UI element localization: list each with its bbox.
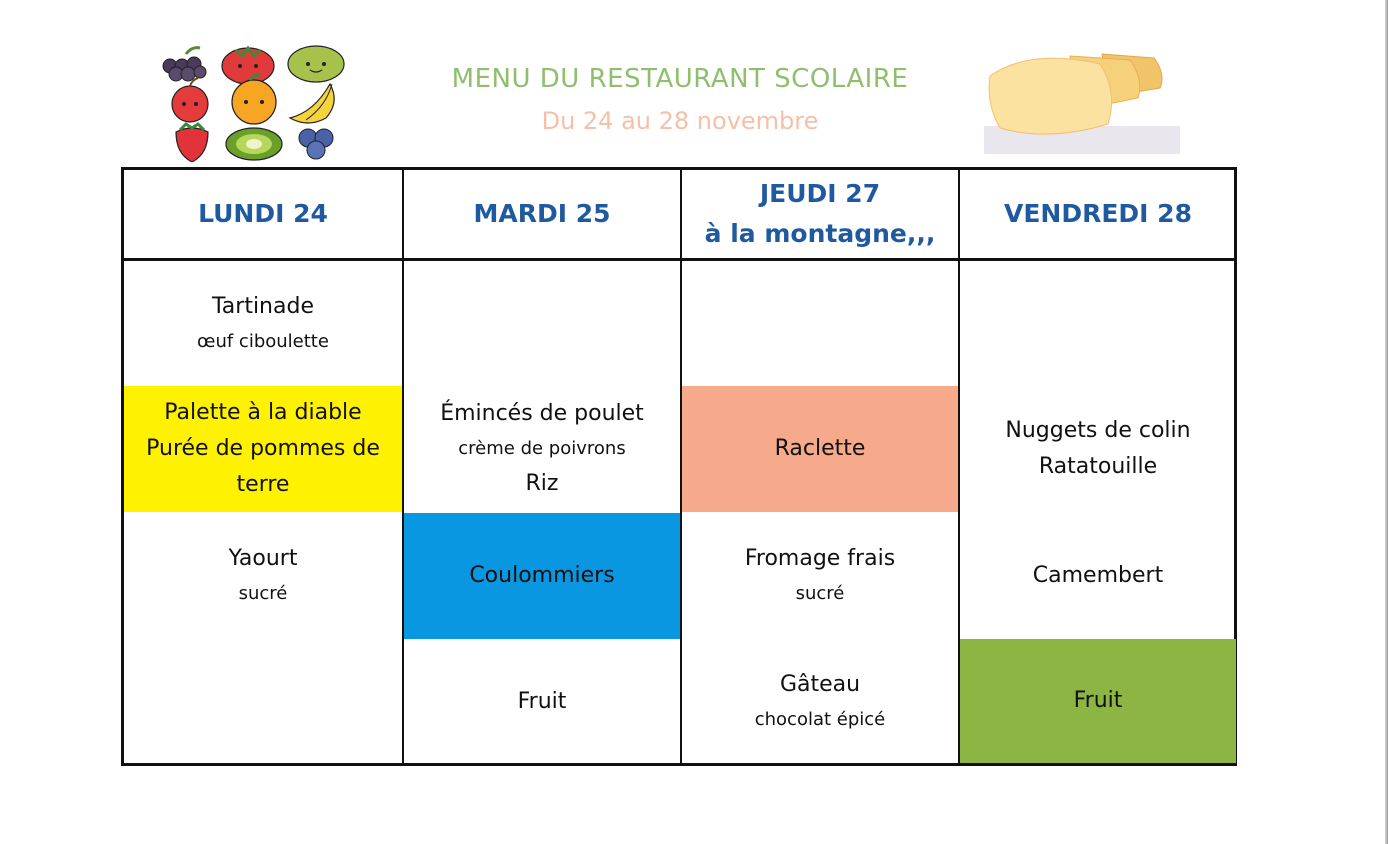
dairy-cell (124, 513, 402, 639)
dessert-name: Fruit (517, 689, 567, 714)
date-range-subtitle: Du 24 au 28 novembre (541, 107, 819, 135)
day-name: LUNDI 24 (198, 199, 328, 228)
page-title: MENU DU RESTAURANT SCOLAIRE (451, 64, 909, 94)
main-course-line: Palette à la diable (164, 400, 362, 425)
dessert-name: Gâteau (779, 672, 861, 697)
dairy-detail: sucré (238, 583, 288, 604)
main-course-side: Riz (525, 471, 559, 496)
main-course-line: Nuggets de colin (1005, 418, 1191, 443)
strawberry-icon (176, 124, 208, 162)
starter-name: Tartinade (212, 294, 314, 319)
dairy-name: Fromage frais (744, 546, 896, 571)
dessert-name: Fruit (1073, 688, 1123, 713)
starter-detail: œuf ciboulette (197, 331, 329, 352)
day-column-vendredi (958, 170, 1236, 763)
dairy-cell (960, 513, 1236, 639)
starter-cell (960, 261, 1236, 387)
fruits-illustration (156, 40, 352, 162)
starter-cell (682, 261, 958, 387)
day-header (960, 170, 1236, 261)
day-note: à la montagne,,, (704, 219, 936, 248)
main-course-line: terre (236, 472, 290, 497)
dairy-name: Coulommiers (469, 563, 615, 588)
dessert-cell (404, 639, 680, 765)
main-course-cell (682, 386, 958, 512)
day-name: VENDREDI 28 (1004, 199, 1192, 228)
starter-cell (124, 261, 402, 387)
grapes-icon (163, 48, 206, 81)
apple-icon (172, 78, 208, 122)
dairy-cell (682, 513, 958, 639)
dairy-name: Camembert (1032, 563, 1164, 588)
main-course-line: Purée de pommes de (146, 436, 380, 461)
day-name: JEUDI 27 (759, 179, 881, 208)
day-column-mardi (402, 170, 680, 763)
blueberries-icon (299, 129, 333, 159)
day-name: MARDI 25 (473, 199, 611, 228)
dairy-name: Yaourt (228, 546, 298, 571)
main-course-detail: crème de poivrons (458, 438, 626, 459)
day-header (124, 170, 402, 261)
main-course-line: Ratatouille (1038, 454, 1158, 479)
day-header (404, 170, 680, 261)
dessert-detail: chocolat épicé (754, 709, 886, 730)
dairy-detail: sucré (795, 583, 845, 604)
dairy-cell (404, 513, 680, 639)
day-column-jeudi (680, 170, 958, 763)
dessert-cell (124, 639, 402, 765)
tomato-icon (222, 48, 274, 84)
kiwi-icon (226, 128, 282, 160)
main-course-line: Émincés de poulet (440, 401, 644, 426)
cheese-illustration (984, 46, 1180, 154)
lime-icon (288, 46, 344, 82)
dessert-cell (960, 639, 1236, 763)
menu-table (121, 167, 1237, 766)
starter-cell (404, 261, 680, 387)
main-course-line: Raclette (774, 436, 866, 461)
banana-icon (290, 84, 334, 123)
cheese-slices-icon (989, 54, 1162, 134)
dessert-cell (682, 639, 958, 765)
day-header (682, 170, 958, 261)
main-course-cell (960, 386, 1236, 512)
main-course-cell (124, 386, 402, 512)
day-column-lundi (124, 170, 402, 763)
main-course-cell (404, 386, 680, 512)
